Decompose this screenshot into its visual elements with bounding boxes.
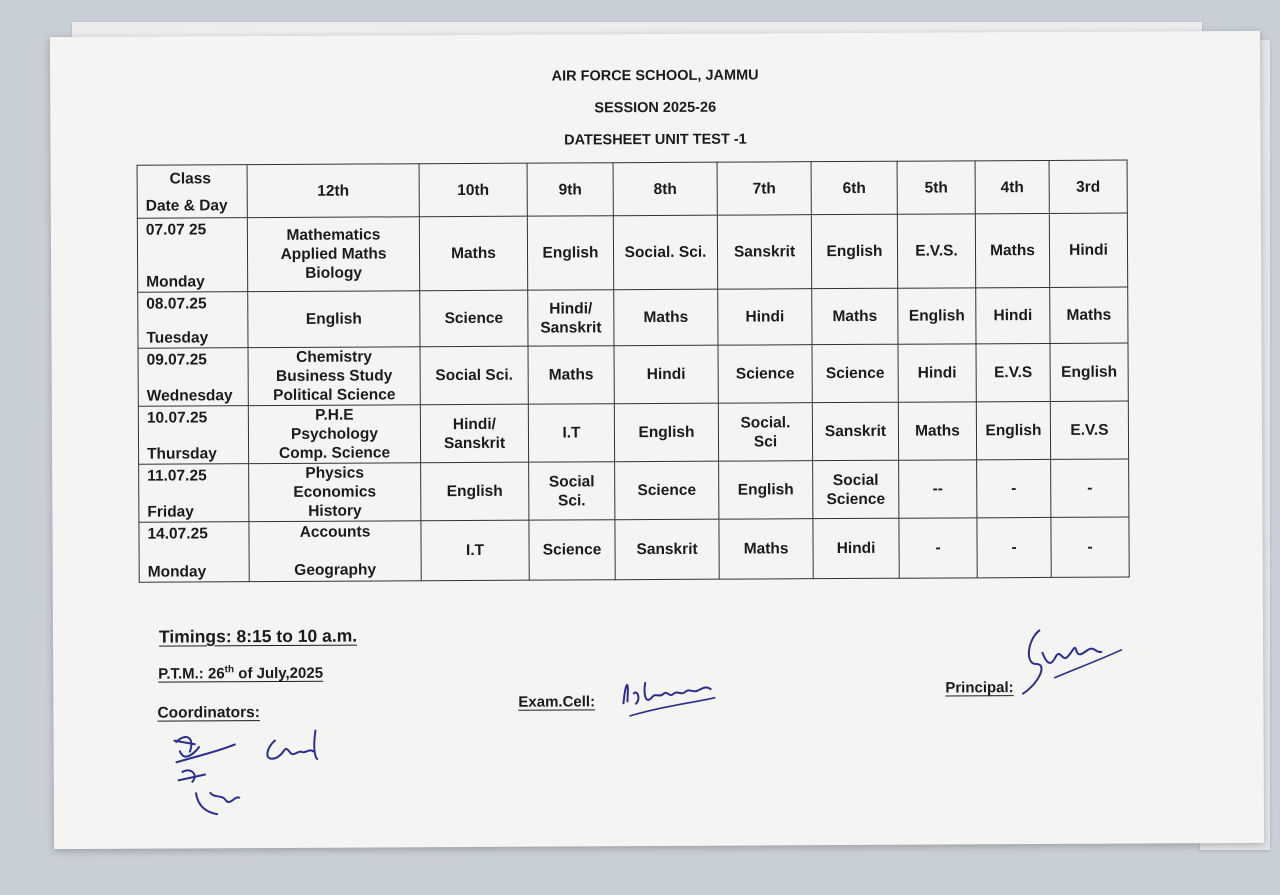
subject-text: - [1087, 479, 1093, 497]
date-text: 14.07.25 [147, 525, 208, 543]
subject-text: - [1087, 538, 1093, 556]
table-row [138, 343, 1128, 406]
subject-text: Science [444, 309, 504, 328]
subject-lines [976, 241, 1049, 260]
subject-text: Maths [915, 422, 960, 440]
subject-cell [976, 401, 1050, 459]
date-text: 11.07.25 [147, 467, 207, 485]
subject-text: Business Study [275, 367, 393, 385]
subject-text: Economics [293, 483, 377, 501]
exam-cell-label: Exam.Cell: [518, 693, 596, 711]
school-name: AIR FORCE SCHOOL, JAMMU [551, 67, 759, 85]
subject-cell [615, 461, 719, 520]
principal-label: Principal: [945, 679, 1014, 697]
subject-lines [719, 364, 812, 383]
subject-lines [614, 308, 717, 328]
subject-text: English [826, 242, 883, 261]
subject-lines [249, 405, 420, 463]
subject-text: English [305, 310, 362, 328]
subject-text: E.V.S [993, 364, 1033, 382]
subject-lines [616, 540, 719, 560]
subject-cell [898, 344, 976, 402]
table-row [138, 401, 1128, 464]
subject-cell [977, 517, 1051, 577]
subject-cell [812, 344, 898, 402]
subject-cell [813, 518, 899, 578]
subject-lines [421, 366, 528, 386]
subject-text: English [446, 482, 503, 501]
subject-cell [247, 217, 419, 292]
subject-cell [899, 460, 977, 518]
subject-lines [812, 307, 897, 326]
subject-text: Accounts [299, 523, 371, 541]
day-text: Tuesday [146, 329, 209, 347]
subject-cell [717, 215, 811, 289]
subject-lines [420, 244, 527, 264]
subject-text: Comp. Science [278, 444, 391, 462]
subject-cell [811, 214, 897, 288]
header-row [137, 160, 1127, 218]
subject-cell [529, 462, 615, 520]
subject-text: Hindi [993, 307, 1033, 325]
day-text: Monday [147, 563, 207, 581]
subject-lines [899, 421, 976, 440]
subject-text: Social. Sci. [624, 243, 707, 262]
subject-text: Maths [451, 244, 496, 263]
ptm-date [158, 664, 323, 683]
date-text: 07.07 25 [145, 221, 207, 239]
subject-cell [528, 346, 614, 404]
ptm-sup: th [224, 664, 235, 676]
subject-text: Science [735, 365, 795, 383]
subject-lines [976, 306, 1049, 325]
subject-text: E.V.S. [915, 242, 958, 260]
subject-text: Sanskrit [540, 318, 602, 337]
subject-lines [422, 541, 529, 561]
subject-cell [420, 346, 528, 405]
corner-date-label: Date & Day [145, 197, 228, 215]
subject-cell [615, 519, 719, 580]
subject-text: Science [826, 490, 886, 508]
subject-text: Physics [305, 464, 365, 482]
subject-text: Social [832, 471, 879, 489]
date-cell [138, 406, 248, 465]
subject-text: Science [542, 541, 602, 559]
subject-cell [1049, 213, 1127, 287]
day-text: Friday [147, 503, 194, 521]
subject-lines [813, 422, 898, 441]
subject-lines [813, 364, 898, 383]
datesheet-page [50, 31, 1264, 849]
table-row [139, 459, 1129, 522]
subject-text: - [1011, 539, 1017, 557]
subject-lines [719, 480, 812, 499]
subject-text: Maths [643, 308, 689, 327]
datesheet-table [137, 160, 1130, 583]
subject-text: Social Sci. [435, 366, 513, 385]
subject-text: Applied Maths [280, 245, 387, 263]
subject-cell [529, 520, 615, 580]
date-cell [139, 522, 249, 583]
subject-cell [248, 347, 420, 406]
subject-text: Science [825, 364, 885, 383]
subject-cell [421, 462, 529, 521]
subject-cell [1050, 343, 1128, 401]
subject-text: Maths [832, 307, 878, 326]
day-text: Thursday [147, 445, 217, 463]
subject-text: Hindi/ [452, 415, 496, 433]
timings: Timings: 8:15 to 10 a.m. [158, 625, 358, 647]
subject-text: Hindi [1069, 241, 1108, 259]
subject-text: - [935, 539, 941, 557]
subject-text: Maths [743, 540, 789, 558]
subject-text: -- [932, 480, 943, 498]
subject-lines [530, 540, 615, 559]
column-header-3rd: 3rd [1049, 160, 1127, 213]
subject-lines [1051, 363, 1128, 382]
column-header-9th: 9th [527, 163, 613, 216]
subject-text: English [737, 481, 794, 499]
subject-lines [421, 414, 528, 453]
subject-lines [898, 241, 975, 260]
subject-lines [249, 347, 420, 405]
subject-cell [248, 291, 420, 348]
subject-cell [976, 343, 1050, 401]
subject-cell [1051, 517, 1129, 577]
column-header-8th: 8th [613, 162, 717, 216]
subject-lines [528, 243, 613, 262]
subject-cell [249, 463, 421, 522]
subject-lines [814, 539, 899, 558]
subject-cell [977, 459, 1051, 517]
subject-lines [978, 538, 1051, 557]
subject-text: Maths [990, 242, 1035, 260]
day-text: Wednesday [146, 387, 233, 405]
subject-lines [529, 365, 614, 384]
subject-text: Chemistry [296, 348, 373, 366]
subject-lines [898, 306, 975, 325]
date-text: 09.07.25 [146, 351, 207, 369]
column-header-7th: 7th [717, 162, 811, 215]
subject-cell [1050, 287, 1128, 343]
subject-text: Biology [305, 264, 363, 282]
subject-lines [529, 423, 614, 442]
subject-text: Hindi/ [549, 299, 593, 318]
column-header-5th: 5th [897, 161, 975, 214]
subject-text: I.T [562, 424, 581, 442]
subject-cell [421, 520, 529, 581]
table-row [139, 517, 1129, 582]
subject-text: Hindi [836, 539, 876, 558]
subject-text: Maths [1066, 306, 1112, 324]
subject-lines [249, 463, 420, 521]
subject-lines [719, 413, 812, 451]
subject-cell [420, 290, 528, 347]
subject-text: Sci [753, 432, 778, 450]
subject-cell [976, 287, 1050, 343]
subject-text: Sci. [557, 491, 586, 510]
subject-cell [419, 216, 527, 291]
subject-cell [899, 518, 977, 578]
subject-cell [718, 289, 812, 345]
subject-text: History [308, 502, 362, 520]
ptm-suffix: of July,2025 [234, 664, 324, 683]
subject-text: English [985, 421, 1042, 440]
subject-cell [718, 345, 812, 403]
date-cell [138, 292, 248, 349]
subject-lines [528, 299, 613, 337]
subject-lines [812, 242, 897, 261]
subject-lines [977, 363, 1050, 382]
subject-text: Hindi [646, 365, 686, 384]
date-cell [137, 218, 247, 293]
subject-cell [528, 404, 614, 462]
subject-text: Social. [740, 413, 791, 432]
session-line: SESSION 2025-26 [594, 99, 717, 117]
subject-cell [248, 405, 420, 464]
subject-text: Maths [548, 366, 594, 384]
exam-cell-signature-icon [615, 664, 725, 725]
column-header-10th: 10th [419, 163, 527, 217]
date-text: 10.07.25 [146, 409, 208, 427]
date-text: 08.07.25 [146, 295, 207, 313]
subject-cell [614, 289, 718, 346]
subject-text: English [638, 423, 695, 442]
coordinators-label: Coordinators: [157, 704, 260, 722]
subject-cell [420, 404, 528, 463]
subject-lines [899, 363, 976, 382]
subject-text: Sanskrit [636, 540, 698, 559]
subject-text: Hindi [745, 308, 785, 326]
principal-signature-icon [1018, 624, 1128, 705]
subject-cell [614, 345, 718, 404]
subject-lines [718, 242, 811, 261]
subject-cell [249, 521, 421, 582]
subject-text: P.H.E [315, 406, 354, 424]
column-header-12th: 12th [247, 164, 419, 218]
subject-cell [813, 460, 899, 518]
subject-text: Sanskrit [443, 434, 506, 452]
subject-text: E.V.S [1070, 421, 1109, 439]
subject-cell [1051, 459, 1129, 517]
subject-lines [1051, 479, 1128, 498]
subject-lines [720, 539, 813, 558]
subject-cell [812, 402, 898, 460]
subject-cell [719, 519, 813, 579]
subject-text: Social [548, 472, 595, 491]
subject-text: Sanskrit [733, 243, 796, 261]
subject-cell [613, 215, 717, 290]
subject-text: Political Science [273, 386, 396, 405]
subject-lines [1050, 306, 1127, 325]
subject-text: Science [637, 481, 697, 500]
column-header-6th: 6th [811, 161, 897, 214]
subject-lines [813, 470, 898, 508]
subject-text: Psychology [290, 425, 379, 443]
subject-text: Geography [294, 561, 377, 579]
subject-text: English [908, 307, 965, 325]
subject-lines [977, 479, 1050, 498]
subject-lines [1052, 538, 1129, 557]
date-cell [139, 464, 249, 523]
column-header-4th: 4th [975, 160, 1049, 213]
corner-cell [137, 165, 247, 219]
subject-lines [615, 481, 718, 501]
subject-cell [527, 216, 613, 290]
subject-text: Sanskrit [824, 422, 887, 441]
day-text: Monday [146, 273, 205, 291]
datesheet-title: DATESHEET UNIT TEST -1 [564, 131, 747, 149]
subject-lines [249, 522, 420, 580]
subject-text: English [1061, 363, 1118, 381]
subject-lines [248, 225, 419, 283]
subject-cell [897, 214, 975, 288]
subject-lines [977, 421, 1050, 440]
subject-lines [421, 482, 528, 502]
subject-cell [975, 213, 1049, 287]
subject-text: I.T [465, 541, 485, 560]
subject-text: - [1011, 480, 1017, 498]
subject-lines [615, 365, 718, 385]
subject-lines [529, 472, 614, 510]
table-row [137, 213, 1127, 292]
table-row [138, 287, 1128, 348]
subject-text: Hindi [917, 364, 957, 382]
subject-lines [1051, 421, 1128, 440]
subject-lines [899, 479, 976, 498]
subject-text: Mathematics [286, 226, 381, 244]
corner-class-label: Class [169, 170, 212, 188]
subject-lines [718, 307, 811, 326]
subject-cell [898, 402, 976, 460]
subject-lines [615, 423, 718, 443]
subject-text: English [542, 244, 599, 262]
subject-cell [719, 461, 813, 519]
subject-lines [900, 538, 977, 557]
subject-lines [614, 243, 717, 263]
subject-cell [718, 403, 812, 461]
date-cell [138, 348, 248, 407]
subject-cell [1050, 401, 1128, 459]
subject-lines [248, 309, 419, 329]
subject-cell [614, 403, 718, 462]
coordinators-signatures-icon [165, 722, 336, 833]
subject-cell [528, 290, 614, 346]
subject-cell [812, 288, 898, 344]
subject-lines [420, 309, 527, 329]
subject-cell [898, 288, 976, 344]
subject-lines [1050, 241, 1127, 260]
ptm-prefix: P.T.M.: 26 [158, 665, 225, 683]
